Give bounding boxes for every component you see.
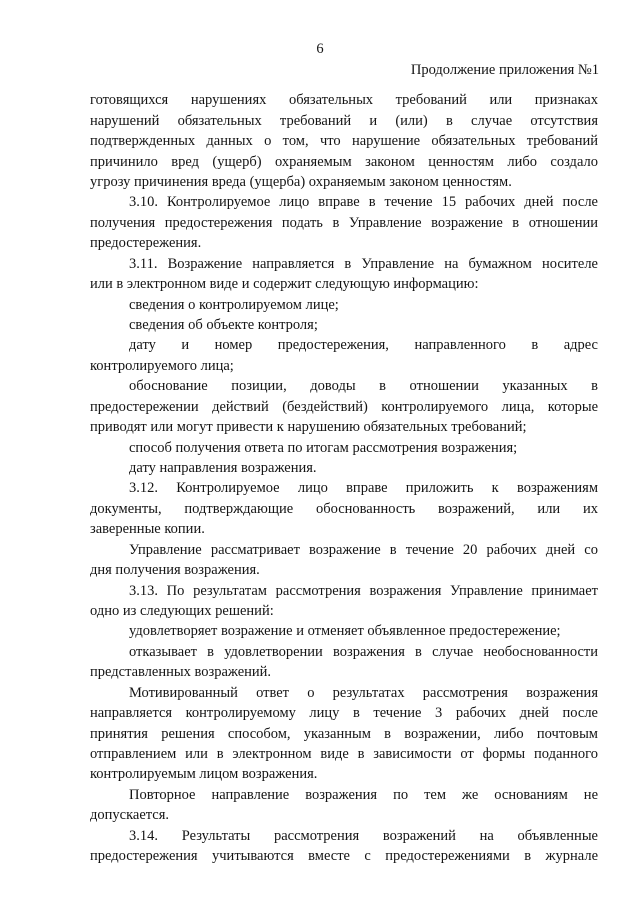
text-line: отправлением или в электронном виде в зависимости от формы поданного xyxy=(90,746,598,762)
text-line: причинило вред (ущерб) охраняемым законом ценностям либо создало xyxy=(90,154,598,170)
text-line: заверенные копии. xyxy=(90,521,205,537)
text-line: предостережении действий (бездействий) контролируемого лица, которые xyxy=(90,399,598,415)
paragraph-3-12-line: 3.12. Контролируемое лицо вправе приложить к возражениям xyxy=(129,480,598,496)
paragraph-3-14-line: 3.14. Результаты рассмотрения возражений на объявленные xyxy=(129,828,598,844)
paragraph-3-13-line: 3.13. По результатам рассмотрения возражения Управление принимает xyxy=(129,583,598,599)
text-line: представленных возражений. xyxy=(90,664,272,680)
text-line: дня получения возражения. xyxy=(90,562,260,578)
list-item: удовлетворяет возражение и отменяет объявленное предостережение; xyxy=(129,623,561,639)
text-line: приводят или могут привести к нарушению обязательных требований; xyxy=(90,419,527,435)
text-line: принятия решения способом, указанным в возражении, либо почтовым xyxy=(90,726,598,742)
text-line: допускается. xyxy=(90,807,170,823)
list-item: отказывает в удовлетворении возражения в случае необоснованности xyxy=(129,644,598,660)
paragraph-line: Повторное направление возражения по тем же основаниям не xyxy=(129,787,598,803)
appendix-continuation-note: Продолжение приложения №1 xyxy=(410,62,599,78)
paragraph-3-11-line: 3.11. Возражение направляется в Управление на бумажном носителе xyxy=(129,256,598,272)
text-line: контролируемым лицом возражения. xyxy=(90,766,318,782)
text-line: угрозу причинения вреда (ущерба) охраняемым законом ценностям. xyxy=(90,174,512,190)
text-line: нарушений обязательных требований и (или) в случае отсутствия xyxy=(90,113,598,129)
list-item: дату и номер предостережения, направленного в адрес xyxy=(129,337,598,353)
text-line: получения предостережения подать в Управление возражение в отношении xyxy=(90,215,598,231)
text-line: готовящихся нарушениях обязательных требований или признаках xyxy=(90,92,598,108)
text-line: предостережения учитываются вместе с предостережениями в журнале xyxy=(90,848,598,864)
text-line: подтвержденных данных о том, что нарушение обязательных требований xyxy=(90,133,598,149)
text-line: одно из следующих решений: xyxy=(90,603,274,619)
text-line: документы, подтверждающие обоснованность возражений, или их xyxy=(90,501,598,517)
list-item: сведения о контролируемом лице; xyxy=(129,297,339,313)
list-item: дату направления возражения. xyxy=(129,460,317,476)
list-item: сведения об объекте контроля; xyxy=(129,317,318,333)
paragraph-line: Мотивированный ответ о результатах рассмотрения возражения xyxy=(129,685,598,701)
text-line: направляется контролируемому лицу в течение 3 рабочих дней после xyxy=(90,705,598,721)
paragraph-line: Управление рассматривает возражение в течение 20 рабочих дней со xyxy=(129,542,598,558)
text-line: контролируемого лица; xyxy=(90,358,234,374)
text-line: предостережения. xyxy=(90,235,202,251)
list-item: способ получения ответа по итогам рассмотрения возражения; xyxy=(129,440,518,456)
text-line: или в электронном виде и содержит следующую информацию: xyxy=(90,276,479,292)
list-item: обоснование позиции, доводы в отношении указанных в xyxy=(129,378,598,394)
page-number: 6 xyxy=(316,41,324,57)
paragraph-3-10-line: 3.10. Контролируемое лицо вправе в течение 15 рабочих дней после xyxy=(129,194,598,210)
